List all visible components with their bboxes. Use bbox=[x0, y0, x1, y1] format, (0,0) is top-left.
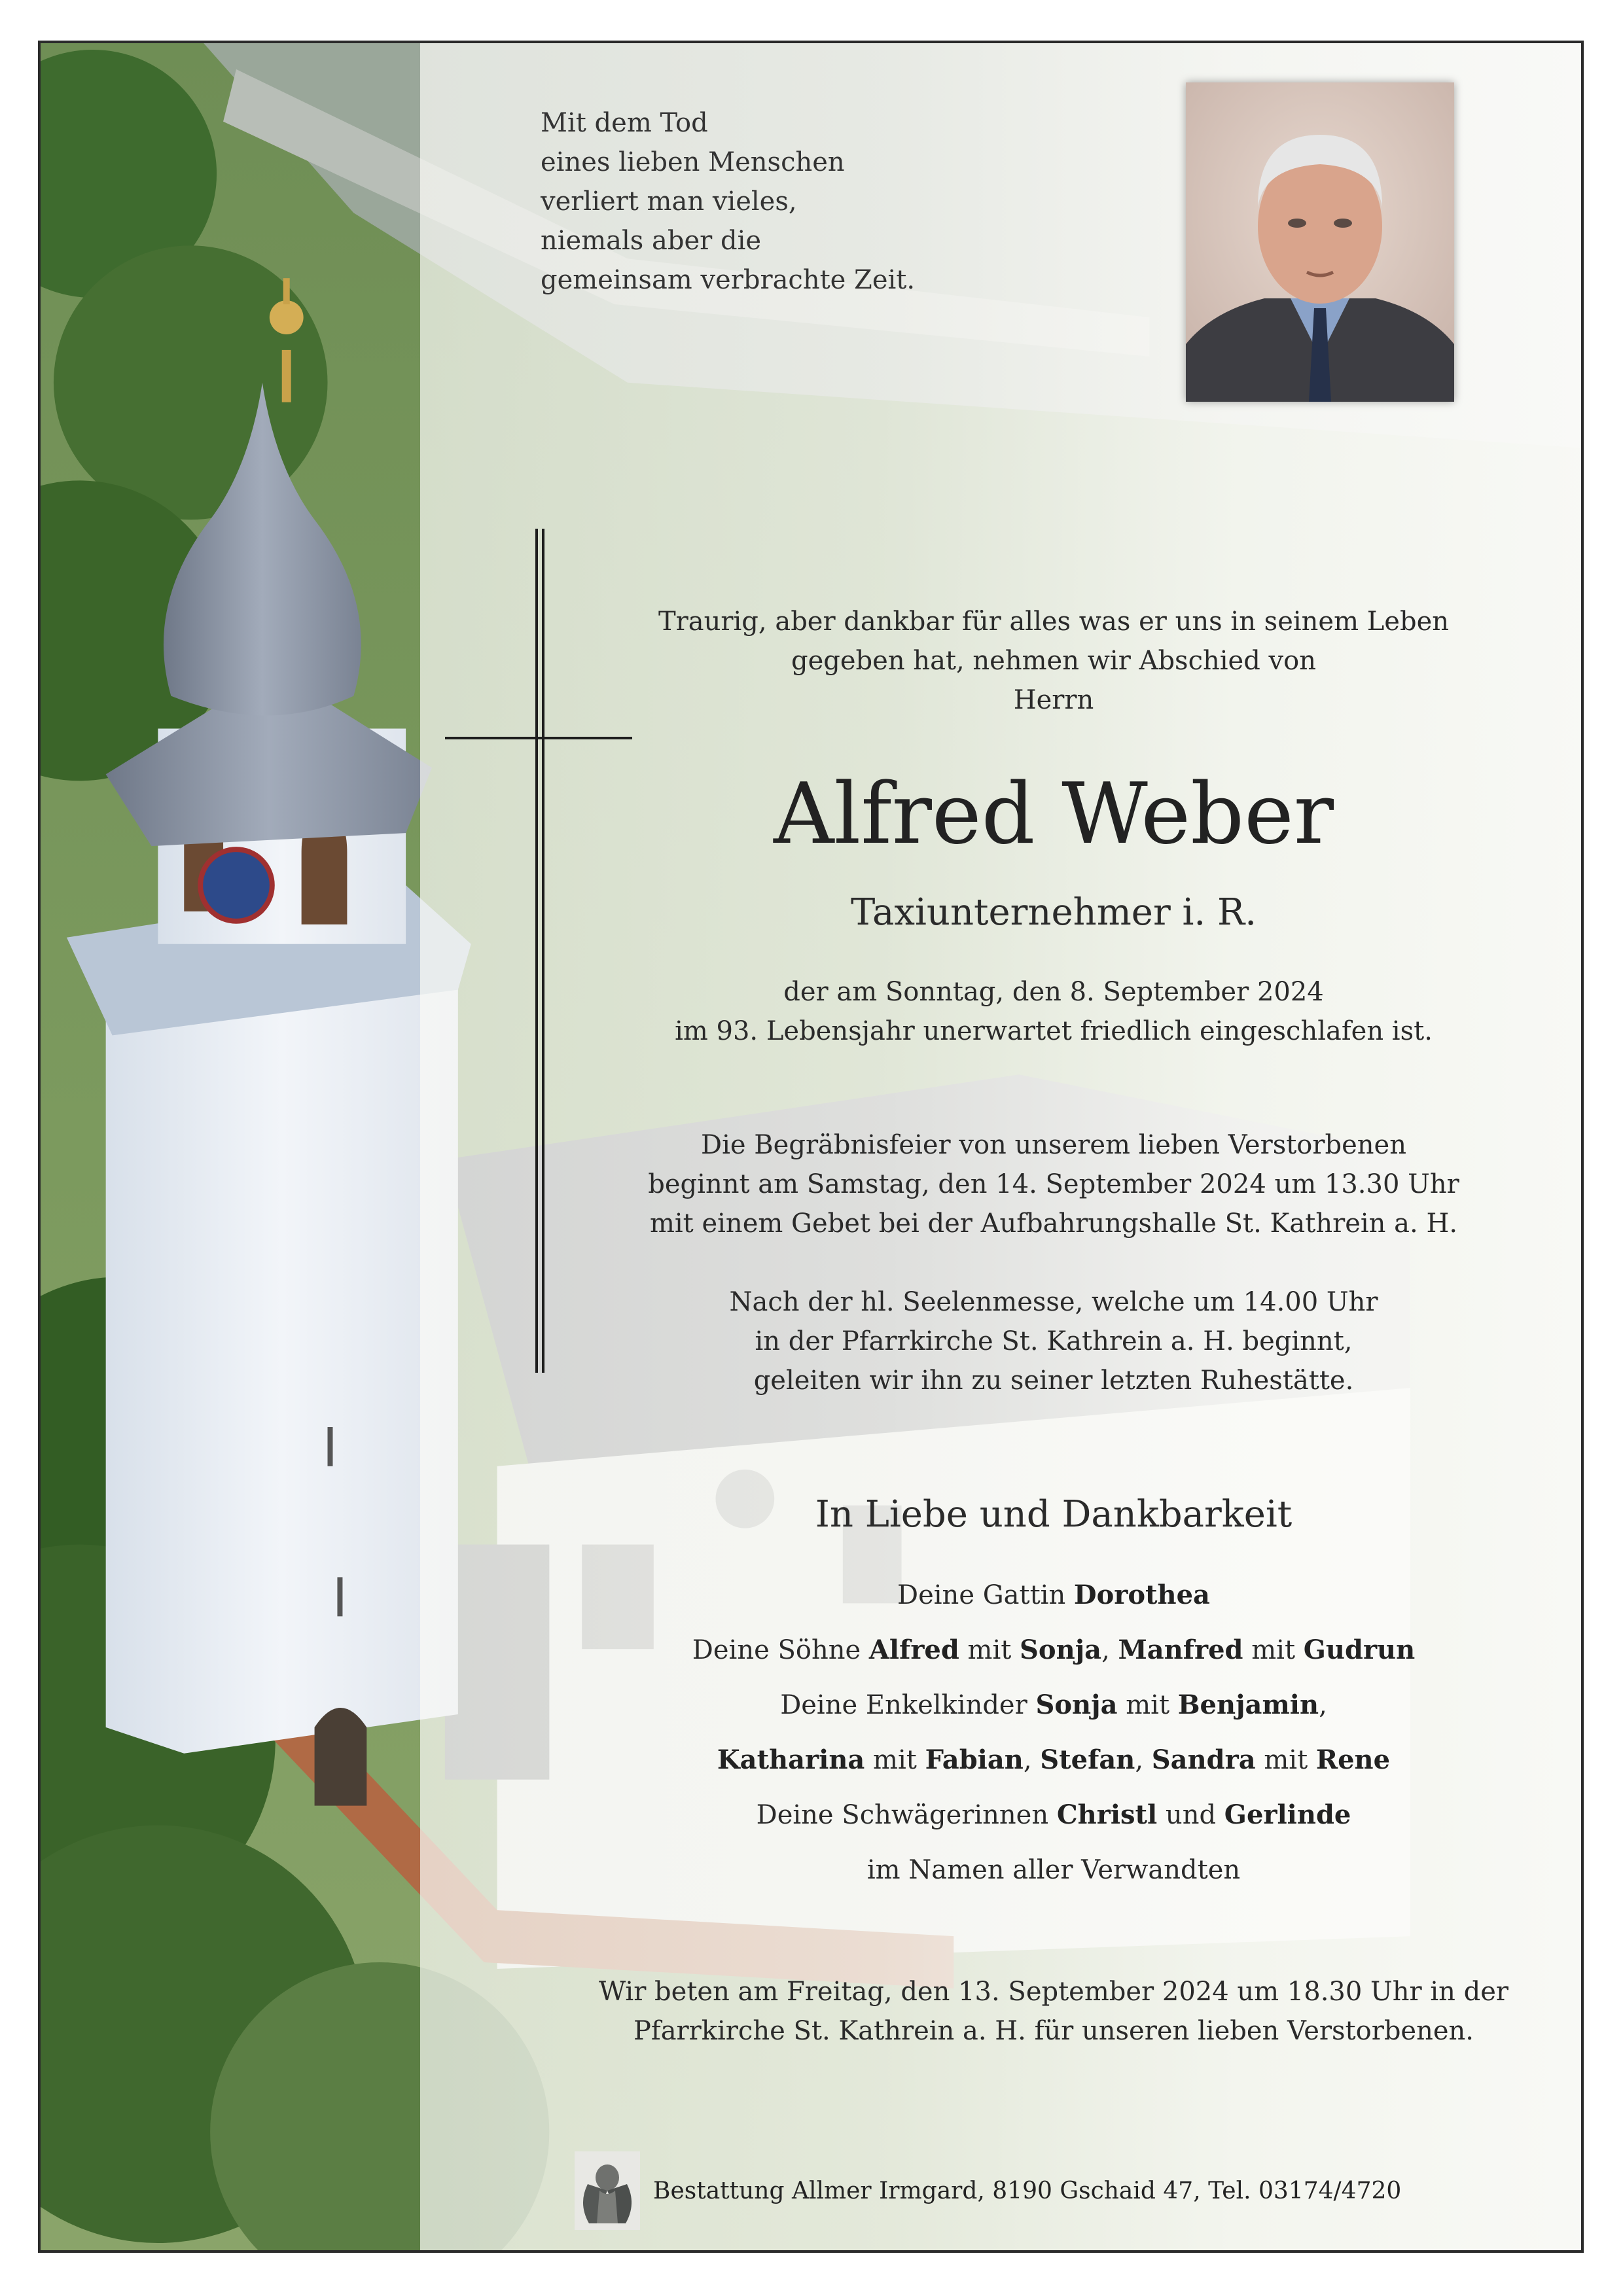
funeral-home-contact: Bestattung Allmer Irmgard, 8190 Gschaid 47, Tel. 03174/4720 bbox=[653, 2177, 1402, 2204]
memorial-quote bbox=[541, 103, 915, 300]
deceased-occupation: Taxiunternehmer i. R. bbox=[851, 891, 1257, 934]
mourner-name: Katharina bbox=[717, 1744, 865, 1775]
mourner-label: Deine Enkelkinder bbox=[780, 1690, 1036, 1720]
mourner-label: Deine Schwägerinnen bbox=[756, 1800, 1057, 1830]
mourner-line-sons bbox=[589, 1623, 1518, 1678]
mourner-line-wife bbox=[589, 1568, 1518, 1623]
funeral-line: mit einem Gebet bei der Aufbahrungshalle St. Kathrein a. H. bbox=[649, 1209, 1458, 1239]
quote-line: niemals aber die bbox=[541, 226, 762, 256]
mourner-connector: und bbox=[1157, 1800, 1224, 1830]
mourner-line-grandchildren bbox=[589, 1678, 1518, 1733]
death-notice-line: der am Sonntag, den 8. September 2024 bbox=[783, 977, 1324, 1007]
mourner-connector: mit bbox=[959, 1635, 1020, 1665]
intro-line: Traurig, aber dankbar für alles was er uns in seinem Leben bbox=[658, 607, 1450, 637]
cross-icon bbox=[445, 529, 632, 1373]
mourner-name: Sonja bbox=[1035, 1689, 1118, 1720]
mourner-connector: mit bbox=[865, 1745, 925, 1775]
mourners-list bbox=[589, 1568, 1518, 1898]
prayer-info bbox=[589, 1972, 1518, 2051]
mourner-name: Sandra bbox=[1151, 1744, 1256, 1775]
death-notice bbox=[589, 972, 1518, 1051]
mourner-name: Fabian bbox=[925, 1744, 1024, 1775]
mass-line: geleiten wir ihn zu seiner letzten Ruhestätte. bbox=[753, 1366, 1354, 1396]
mourner-name: Gudrun bbox=[1303, 1634, 1416, 1665]
quote-line: gemeinsam verbrachte Zeit. bbox=[541, 265, 916, 295]
deceased-name: Alfred Weber bbox=[773, 766, 1334, 863]
mourner-name: Stefan bbox=[1040, 1744, 1135, 1775]
quote-line: Mit dem Tod bbox=[541, 108, 708, 138]
mass-line: Nach der hl. Seelenmesse, welche um 14.00 Uhr bbox=[729, 1287, 1378, 1317]
quote-line: verliert man vieles, bbox=[541, 186, 797, 217]
mourners-heading: In Liebe und Dankbarkeit bbox=[815, 1493, 1293, 1536]
mass-info bbox=[589, 1282, 1518, 1400]
mourner-line-grandchildren-2 bbox=[589, 1733, 1518, 1788]
funeral-line: Die Begräbnisfeier von unserem lieben Verstorbenen bbox=[701, 1130, 1406, 1160]
mourner-connector: mit bbox=[1243, 1635, 1304, 1665]
prayer-line: Wir beten am Freitag, den 13. September 2024 um 18.30 Uhr in der bbox=[599, 1977, 1508, 2007]
angel-logo-icon bbox=[575, 2151, 640, 2230]
mourner-connector: mit bbox=[1117, 1690, 1178, 1720]
prayer-line: Pfarrkirche St. Kathrein a. H. für unseren lieben Verstorbenen. bbox=[633, 2016, 1474, 2046]
mourner-connector: mit bbox=[1255, 1745, 1316, 1775]
death-notice-line: im 93. Lebensjahr unerwartet friedlich eingeschlafen ist. bbox=[675, 1016, 1433, 1046]
mourner-name: Alfred bbox=[868, 1634, 959, 1665]
mourner-label: Deine Gattin bbox=[897, 1580, 1074, 1610]
mourner-name: Manfred bbox=[1118, 1634, 1243, 1665]
funeral-info bbox=[589, 1125, 1518, 1243]
mourner-label: Deine Söhne bbox=[692, 1635, 869, 1665]
mourner-line-closing: im Namen aller Verwandten bbox=[866, 1855, 1241, 1885]
mourner-connector: , bbox=[1101, 1635, 1118, 1665]
mass-line: in der Pfarrkirche St. Kathrein a. H. beginnt, bbox=[755, 1326, 1353, 1356]
mourner-name: Dorothea bbox=[1073, 1580, 1210, 1610]
mourner-name: Rene bbox=[1315, 1744, 1391, 1775]
mourner-line-sisters-in-law bbox=[589, 1788, 1518, 1843]
intro-line: Herrn bbox=[1013, 685, 1094, 715]
mourner-connector: , bbox=[1319, 1690, 1327, 1720]
funeral-line: beginnt am Samstag, den 14. September 2024 um 13.30 Uhr bbox=[648, 1169, 1459, 1199]
quote-line: eines lieben Menschen bbox=[541, 147, 845, 177]
mourner-name: Gerlinde bbox=[1224, 1799, 1351, 1830]
mourner-connector: , bbox=[1135, 1745, 1152, 1775]
mourner-name: Benjamin bbox=[1177, 1689, 1319, 1720]
mourner-connector: , bbox=[1023, 1745, 1041, 1775]
portrait-photo bbox=[1186, 82, 1454, 402]
mourner-name: Christl bbox=[1056, 1799, 1158, 1830]
intro-line: gegeben hat, nehmen wir Abschied von bbox=[791, 646, 1316, 676]
mourner-name: Sonja bbox=[1020, 1634, 1102, 1665]
intro-text bbox=[635, 602, 1472, 720]
funeral-home-footer bbox=[575, 2151, 1401, 2230]
